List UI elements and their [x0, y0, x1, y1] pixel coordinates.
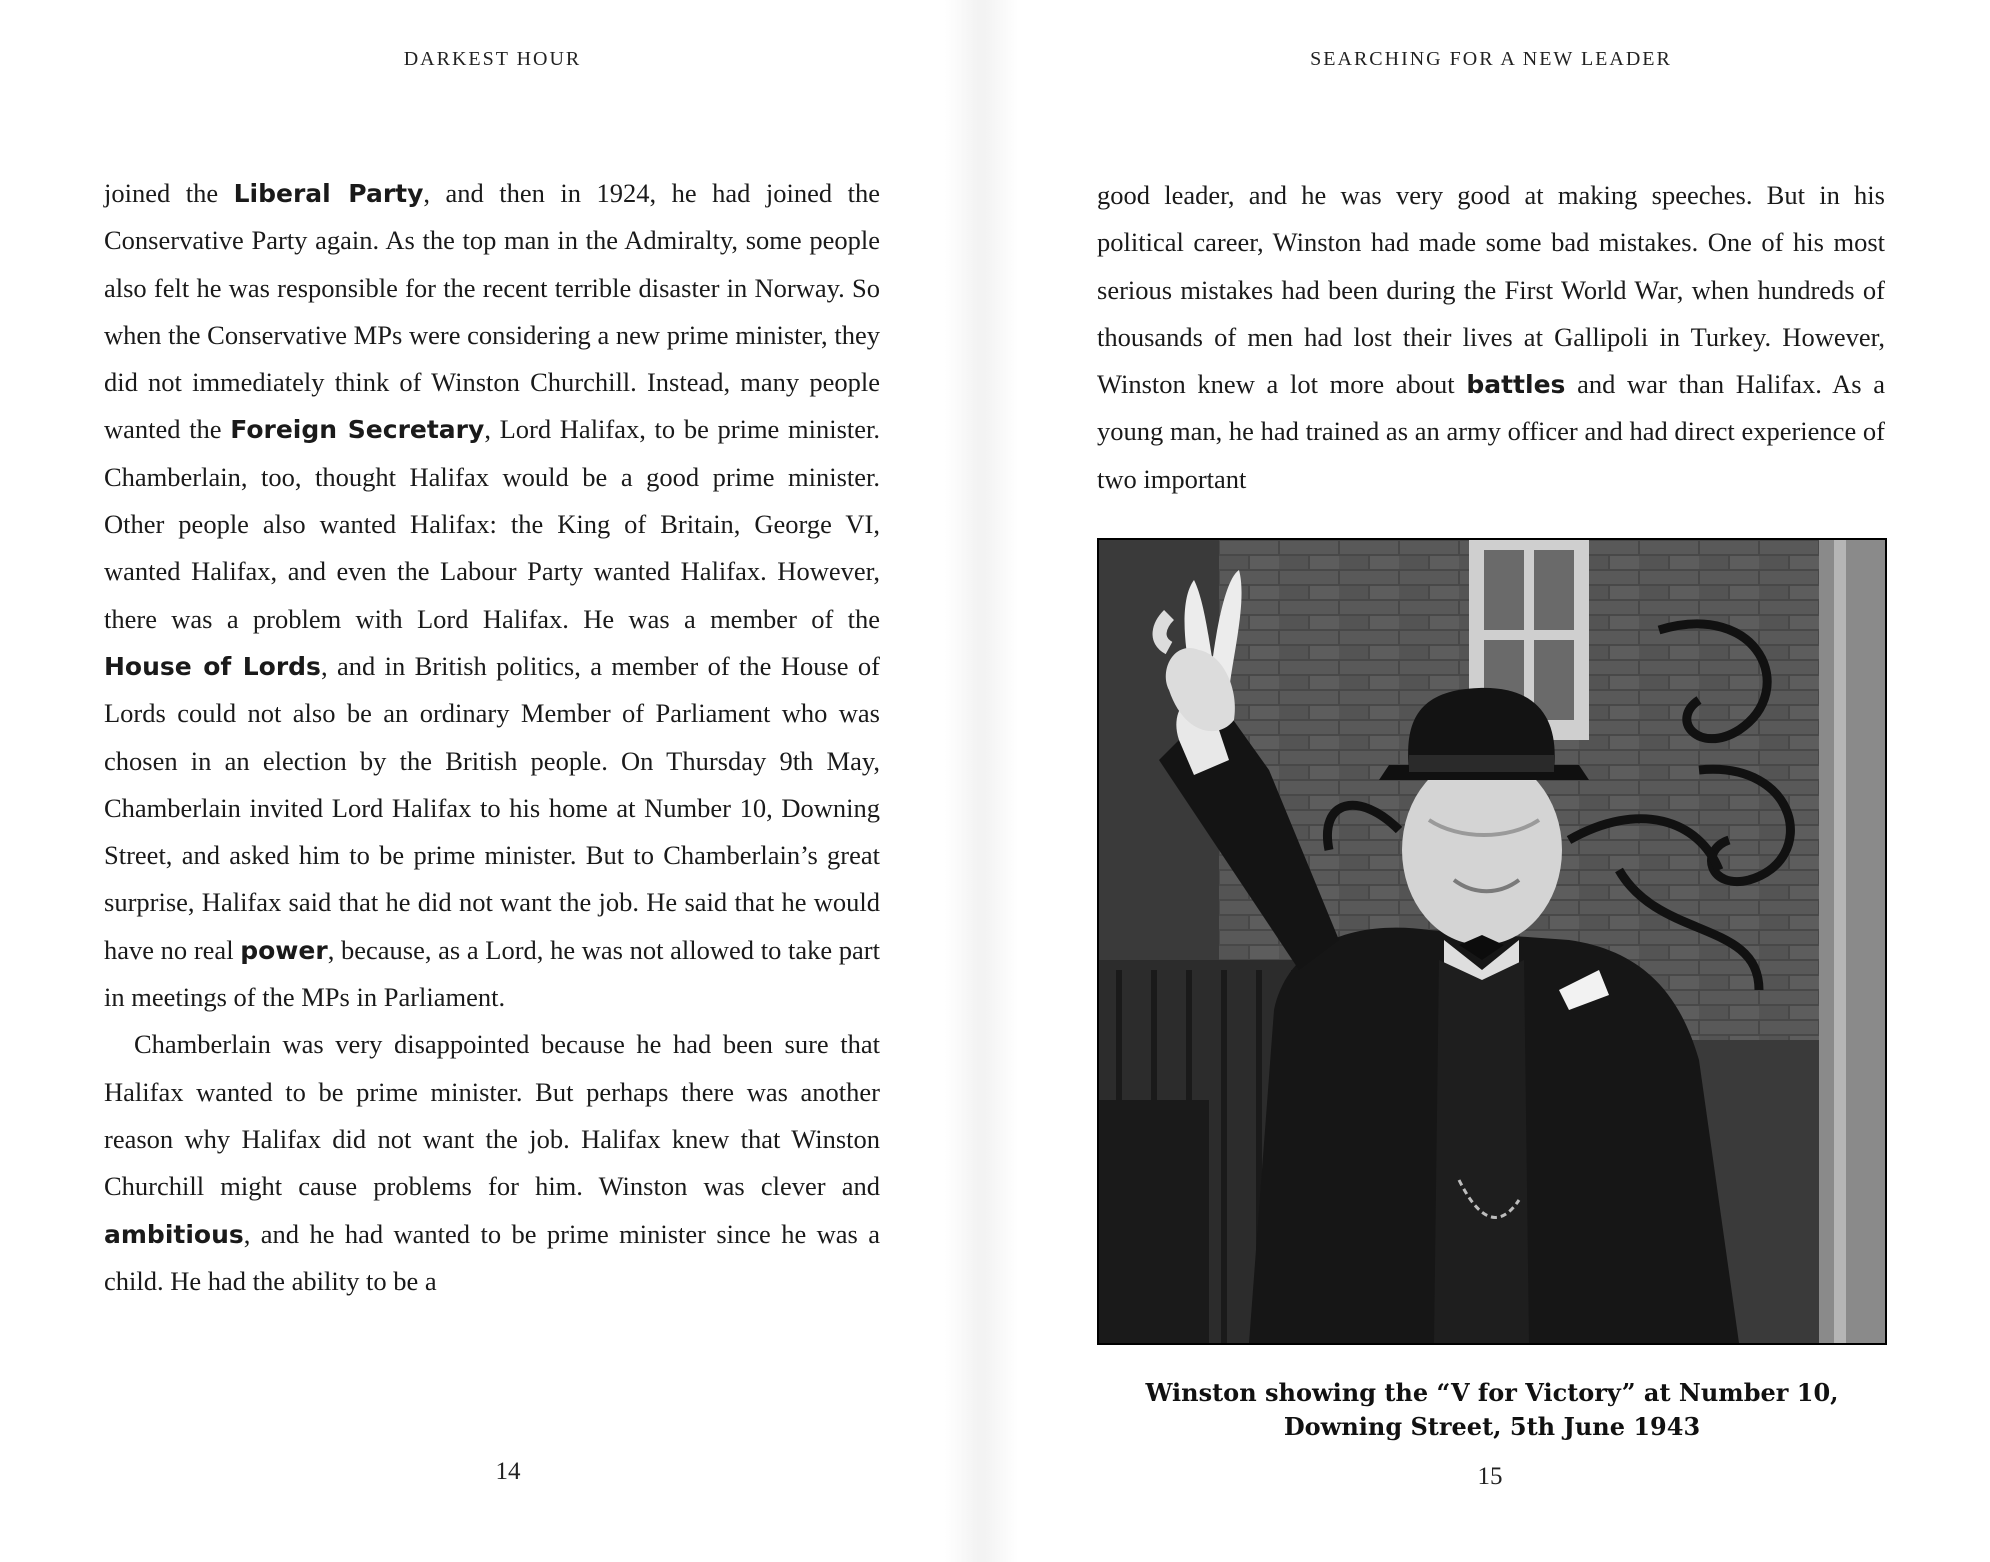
churchill-photo: [1097, 538, 1887, 1345]
text-run: , and then in 1924, he had joined the Conservative Party again. As the top man in the Admiralty, some people also felt he was responsible for the recent terrible disaster in Norway. So when the Conservative MPs were considering a new prime minister, they did not immediately think of Winston Churchill. Instead, many people wanted the: [104, 178, 880, 445]
left-page: [0, 0, 945, 1562]
caption-line: Winston showing the “V for Victory” at Number 10,: [1145, 1378, 1839, 1407]
glossary-term: Liberal Party: [233, 179, 424, 208]
glossary-term: battles: [1466, 370, 1566, 400]
text-run: , because, as a Lord, he was not allowed to take part in meetings of the MPs in Parliament.: [104, 934, 880, 1013]
right-page: [1018, 0, 1990, 1562]
book-gutter: [945, 0, 1018, 1562]
text-run: , and he had wanted to be prime minister since he was a child. He had the ability to be a: [104, 1218, 880, 1296]
glossary-term: Foreign Secretary: [230, 415, 485, 445]
text-run: Chamberlain was very disappointed because he had been sure that Halifax wanted to be prime minister. But perhaps there was another reason why Halifax did not want the job. Halifax knew that Winston Churchill might cause problems for him. Winston was clever and: [104, 1029, 880, 1202]
glossary-term: House of Lords: [104, 651, 321, 681]
glossary-term: ambitious: [104, 1219, 244, 1249]
text-run: joined the: [104, 178, 234, 208]
text-run: good leader, and he was very good at making speeches. But in his political career, Winston had made some bad mistakes. One of his most serious mistakes had been during the First World War, when hundreds of thousands of men had lost their lives at Gallipoli in Turkey. However, Winston knew a lot more about: [1097, 180, 1885, 400]
glossary-term: power: [240, 935, 328, 965]
running-head: DARKEST HOUR: [403, 48, 582, 70]
paragraph: [104, 1021, 880, 1305]
photo-illustration: [1099, 540, 1885, 1343]
paragraph: [104, 170, 880, 1021]
caption-line: Downing Street, 5th June 1943: [1283, 1412, 1701, 1441]
page-number: 14: [495, 1458, 521, 1485]
body-text: [104, 170, 880, 1305]
text-run: , and in British politics, a member of the House of Lords could not also be an ordinary Member of Parliament who was chosen in an election by the British people. On Thursday 9th May, Chamberlain invited Lord Halifax to his home at Number 10, Downing Street, and asked him to be prime minister. But to Chamberlain’s great surprise, Halifax said that he did not want the job. He said that he would have no real: [104, 650, 881, 965]
photo-caption: [1097, 1376, 1887, 1444]
text-run: and war than Halifax. As a young man, he had trained as an army officer and had direct experience of two important: [1097, 369, 1886, 494]
text-run: , Lord Halifax, to be prime minister. Chamberlain, too, thought Halifax would be a good prime minister. Other people also wanted Halifax: the King of Britain, George VI, wanted Halifax, and even the Labour Party wanted Halifax. However, there was a problem with Lord Halifax. He was a member of the: [104, 414, 881, 634]
body-text: [1097, 172, 1885, 503]
page-number: 15: [1477, 1463, 1503, 1490]
running-head: SEARCHING FOR A NEW LEADER: [1310, 48, 1672, 70]
paragraph: [1097, 172, 1885, 503]
